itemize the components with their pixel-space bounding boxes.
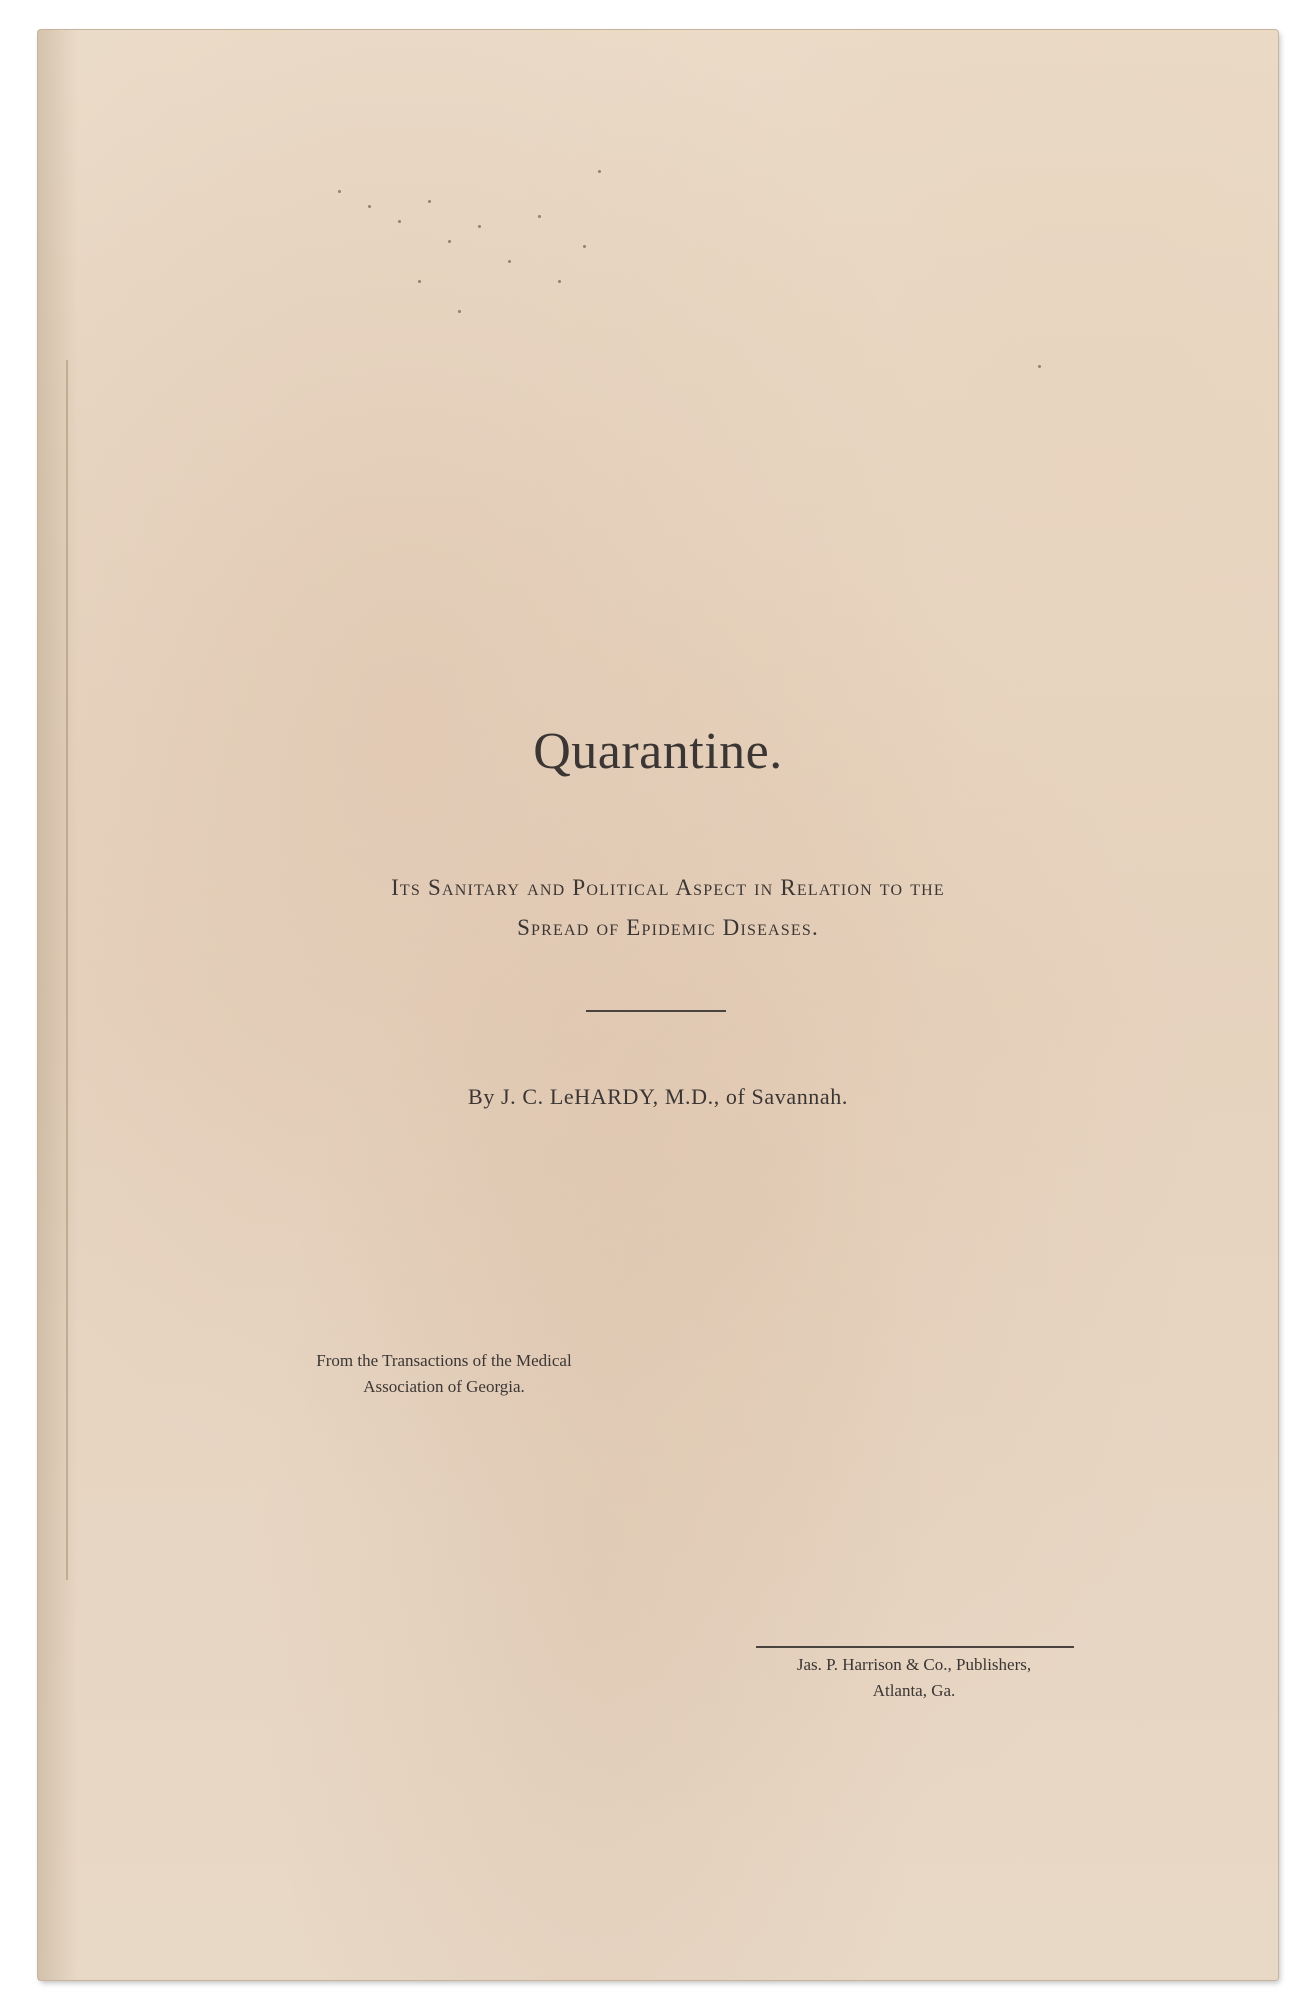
foxing-speck bbox=[398, 220, 401, 223]
foxing-speck bbox=[338, 190, 341, 193]
source-line-2: Association of Georgia. bbox=[363, 1377, 525, 1396]
source-note bbox=[264, 1348, 624, 1400]
document-subtitle bbox=[248, 868, 1088, 948]
foxing-speck bbox=[448, 240, 451, 243]
foxing-speck bbox=[428, 200, 431, 203]
spine-edge-wear bbox=[38, 30, 78, 1980]
author-byline: By J. C. LeHARDY, M.D., of Savannah. bbox=[468, 1084, 848, 1109]
publisher-imprint bbox=[724, 1652, 1104, 1704]
foxing-speck bbox=[538, 215, 541, 218]
foxing-speck bbox=[478, 225, 481, 228]
source-line-1: From the Transactions of the Medical bbox=[316, 1351, 572, 1370]
foxing-speck bbox=[368, 205, 371, 208]
title-divider bbox=[586, 1010, 726, 1012]
foxing-speck bbox=[418, 280, 421, 283]
publisher-line-2: Atlanta, Ga. bbox=[872, 1681, 956, 1700]
subtitle-line-2: Spread of Epidemic Diseases. bbox=[517, 915, 819, 940]
foxing-speck bbox=[598, 170, 601, 173]
foxing-speck bbox=[1038, 365, 1041, 368]
pamphlet-cover bbox=[38, 30, 1278, 1980]
subtitle-line-1: Its Sanitary and Political Aspect in Relation to the bbox=[391, 875, 945, 900]
publisher-line-1: Jas. P. Harrison & Co., Publishers, bbox=[796, 1655, 1032, 1674]
foxing-speck bbox=[583, 245, 586, 248]
foxing-speck bbox=[508, 260, 511, 263]
foxing-speck bbox=[458, 310, 461, 313]
publisher-divider bbox=[756, 1646, 1074, 1648]
document-title: Quarantine. bbox=[533, 723, 783, 780]
spine-fold-line bbox=[66, 360, 68, 1580]
foxing-speck bbox=[558, 280, 561, 283]
